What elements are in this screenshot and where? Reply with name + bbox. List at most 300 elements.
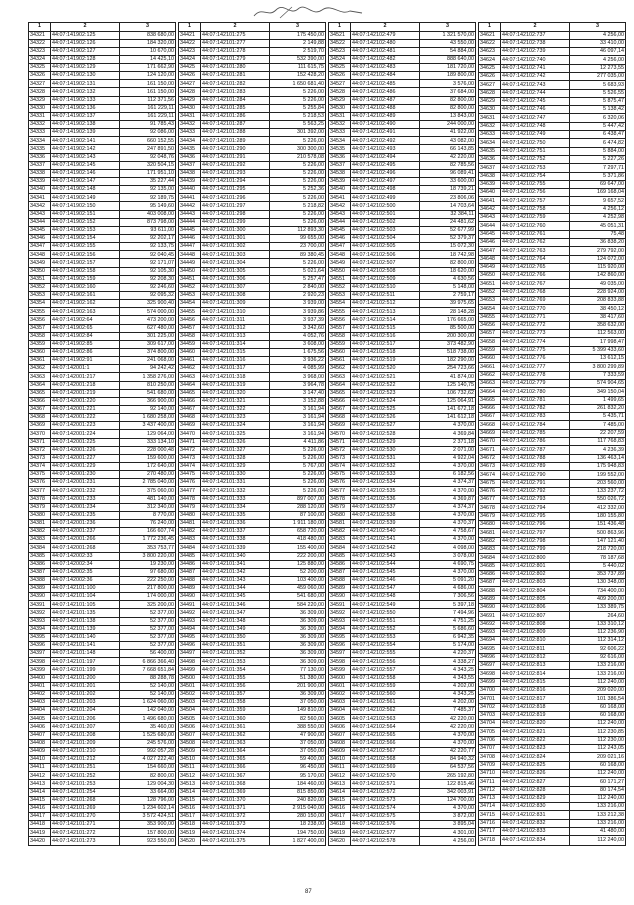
table-row [479, 230, 626, 238]
cadastral-number: 44:07:142102:759 [501, 214, 570, 222]
row-number: 34362 [29, 365, 51, 373]
value: 627 480,00 [120, 324, 176, 332]
row-number: 34426 [179, 72, 201, 80]
table-row [179, 96, 326, 104]
table-row [329, 414, 476, 422]
row-number: 34389 [29, 585, 51, 593]
table-block-1 [28, 22, 176, 846]
row-number: 34381 [29, 519, 51, 527]
value: 5 148,00 [420, 283, 476, 291]
cadastral-number: 44:07:142101:361 [201, 723, 270, 731]
cadastral-number: 44:07:142101:359 [201, 707, 270, 715]
page-number: 87 [305, 889, 312, 895]
cadastral-number: 44:07:142001:237 [51, 528, 120, 536]
cadastral-number: 44:07:142102:748 [501, 122, 570, 130]
row-number: 34559 [329, 340, 351, 348]
table-block-3 [328, 22, 476, 846]
value: 349 150,04 [570, 388, 626, 396]
row-number: 34611 [329, 764, 351, 772]
value: 161 150,00 [120, 80, 176, 88]
table-row [29, 780, 176, 788]
cadastral-number: 44:07:142001:217 [51, 373, 120, 381]
cadastral-number: 44:07:142101:325 [201, 430, 270, 438]
cadastral-number: 44:07:142101:348 [201, 617, 270, 625]
table-row [479, 222, 626, 230]
cadastral-number: 44:07:142102:574 [351, 804, 420, 812]
cadastral-number: 44:07:141902:150 [51, 202, 120, 210]
value: 7 485,37 [420, 707, 476, 715]
cadastral-number: 44:07:142102:541 [351, 536, 420, 544]
table-row [179, 642, 326, 650]
value: 49 035,00 [570, 280, 626, 288]
value: 92 048,76 [120, 153, 176, 161]
row-number: 34476 [179, 479, 201, 487]
row-number: 34646 [479, 238, 501, 246]
cadastral-number: 44:07:142102:760 [501, 222, 570, 230]
table-row [329, 454, 476, 462]
table-row [29, 121, 176, 129]
value: 112 314,12 [570, 637, 626, 645]
cadastral-number: 44:07:142101:139 [51, 625, 120, 633]
table-row [329, 609, 476, 617]
cadastral-number: 44:07:142102:494 [351, 153, 420, 161]
table-row [179, 145, 326, 153]
value: 325 900,40 [120, 300, 176, 308]
cadastral-number: 44:07:142102:765 [501, 263, 570, 271]
row-number: 34438 [179, 169, 201, 177]
value: 112 371,56 [120, 96, 176, 104]
row-number: 34699 [479, 678, 501, 686]
row-number: 34436 [179, 153, 201, 161]
row-number: 34705 [479, 728, 501, 736]
value: 366 900,00 [120, 397, 176, 405]
table-row [179, 72, 326, 80]
value: 97 680,00 [120, 568, 176, 576]
value: 4 370,00 [420, 804, 476, 812]
cadastral-number: 44:07:142102:569 [351, 764, 420, 772]
table-row [179, 699, 326, 707]
row-number: 34341 [29, 194, 51, 202]
row-number: 34588 [329, 576, 351, 584]
cadastral-number: 44:07:142101:329 [201, 462, 270, 470]
value: 3 078,00 [420, 552, 476, 560]
table-row [329, 576, 476, 584]
cadastral-number: 44:07:142101:309 [201, 300, 270, 308]
cadastral-number: 44:07:142102:551 [351, 617, 420, 625]
table-row [329, 397, 476, 405]
table-row [479, 81, 626, 89]
value: 92 246,60 [120, 283, 176, 291]
row-number: 34631 [479, 114, 501, 122]
cadastral-number: 44:07:142102:764 [501, 255, 570, 263]
value: 3 936,22 [270, 357, 326, 365]
table-row [179, 153, 326, 161]
cadastral-number: 44:07:142102:778 [501, 371, 570, 379]
value: 129 064,00 [120, 430, 176, 438]
row-number: 34674 [479, 471, 501, 479]
table-row [479, 404, 626, 412]
table-row [29, 235, 176, 243]
table-row [329, 381, 476, 389]
row-number: 34450 [179, 267, 201, 275]
table-row [179, 674, 326, 682]
table-row [179, 218, 326, 226]
cadastral-number: 44:07:142102:746 [501, 106, 570, 114]
cadastral-number: 44:07:142102:738 [501, 39, 570, 47]
value: 23 806,06 [420, 194, 476, 202]
row-number: 34579 [329, 503, 351, 511]
table-row [479, 338, 626, 346]
row-number: 34387 [29, 568, 51, 576]
row-number: 34578 [329, 495, 351, 503]
cadastral-number: 44:07:142102:756 [501, 189, 570, 197]
table-row [479, 678, 626, 686]
value: 51 380,00 [270, 674, 326, 682]
column-header: 2 [201, 23, 270, 32]
row-number: 34577 [329, 487, 351, 495]
table-row [179, 292, 326, 300]
table-row [479, 288, 626, 296]
value: 5 226,00 [270, 96, 326, 104]
row-number: 34441 [179, 194, 201, 202]
cadastral-number: 44:07:142102:535 [351, 487, 420, 495]
cadastral-number: 44:07:142102:550 [351, 609, 420, 617]
row-number: 34519 [179, 829, 201, 837]
cadastral-number: 44:07:142101:351 [201, 642, 270, 650]
table-row [329, 153, 476, 161]
row-number: 34412 [29, 772, 51, 780]
value: 77 130,00 [270, 666, 326, 674]
value: 115 920,00 [570, 263, 626, 271]
table-row [479, 122, 626, 130]
row-number: 34393 [29, 617, 51, 625]
cadastral-number: 44:07:142102:553 [351, 633, 420, 641]
cadastral-number: 44:07:142001:219 [51, 389, 120, 397]
table-row [29, 593, 176, 601]
value: 584 220,00 [270, 601, 326, 609]
table-block-4 [478, 22, 626, 846]
table-row [29, 129, 176, 137]
row-number: 34642 [479, 205, 501, 213]
row-number: 34378 [29, 495, 51, 503]
row-number: 34371 [29, 438, 51, 446]
row-number: 34498 [179, 658, 201, 666]
cadastral-number: 44:07:142102:762 [501, 238, 570, 246]
value: 112 240,00 [570, 769, 626, 777]
row-number: 34633 [479, 131, 501, 139]
row-number: 34425 [179, 64, 201, 72]
row-number: 34423 [179, 47, 201, 55]
row-number: 34439 [179, 178, 201, 186]
cadastral-number: 44:07:142102:557 [351, 666, 420, 674]
table-row [29, 316, 176, 324]
value: 10 670,00 [120, 47, 176, 55]
table-row [179, 430, 326, 438]
table-row [29, 454, 176, 462]
row-number: 34372 [29, 446, 51, 454]
cadastral-number: 44:07:142101:355 [201, 674, 270, 682]
value: 5 226,00 [270, 446, 326, 454]
row-number: 34400 [29, 674, 51, 682]
cadastral-number: 44:07:142101:100 [51, 585, 120, 593]
cadastral-number: 44:07:142102:565 [351, 731, 420, 739]
table-row [479, 155, 626, 163]
row-number: 34604 [329, 707, 351, 715]
table-row [479, 189, 626, 197]
value: 94 242,42 [120, 365, 176, 373]
cadastral-number: 44:07:142102:495 [351, 161, 420, 169]
value: 8 770,00 [120, 511, 176, 519]
row-number: 34333 [29, 129, 51, 137]
row-number: 34698 [479, 670, 501, 678]
cadastral-number: 44:07:142101:292 [201, 161, 270, 169]
cadastral-number: 44:07:142102:749 [501, 131, 570, 139]
value: 200 300,00 [420, 332, 476, 340]
value: 1 827 400,00 [270, 837, 326, 845]
cadastral-number: 44:07:141902:85 [51, 340, 120, 348]
cadastral-number: 44:07:142101:278 [201, 47, 270, 55]
value: 80 174,54 [570, 786, 626, 794]
table-row [329, 821, 476, 829]
table-row [329, 772, 476, 780]
value: 3 939,00 [270, 300, 326, 308]
cadastral-number: 44:07:142102:561 [351, 699, 420, 707]
cadastral-number: 44:07:142102:737 [501, 31, 570, 39]
value: 52 200,00 [270, 568, 326, 576]
value: 4 098,00 [420, 544, 476, 552]
row-number: 34406 [29, 723, 51, 731]
row-number: 34346 [29, 235, 51, 243]
value: 5 218,53 [270, 112, 326, 120]
value: 159 600,00 [120, 454, 176, 462]
row-number: 34620 [329, 837, 351, 845]
table-row [29, 251, 176, 259]
cadastral-number: 44:07:142102:567 [351, 747, 420, 755]
cadastral-number: 44:07:142102:533 [351, 471, 420, 479]
cadastral-number: 44:07:142102:498 [351, 186, 420, 194]
value: 36 309,00 [270, 609, 326, 617]
row-number: 34420 [29, 837, 51, 845]
row-number: 34703 [479, 711, 501, 719]
value: 4 370,00 [420, 739, 476, 747]
row-number: 34612 [329, 772, 351, 780]
value: 309 617,00 [120, 340, 176, 348]
cadastral-number: 44:07:141902:147 [51, 178, 120, 186]
cadastral-number: 44:07:142102:501 [351, 210, 420, 218]
cadastral-number: 44:07:142102:572 [351, 788, 420, 796]
table-row [479, 305, 626, 313]
table-row [179, 121, 326, 129]
row-number: 34334 [29, 137, 51, 145]
value: 4 252,98 [570, 214, 626, 222]
cadastral-number: 44:07:142102:526 [351, 414, 420, 422]
row-number: 34392 [29, 609, 51, 617]
cadastral-number: 44:07:142102:785 [501, 429, 570, 437]
table-row [479, 479, 626, 487]
value: 112 243,05 [570, 745, 626, 753]
cadastral-number: 44:07:142102:800 [501, 554, 570, 562]
table-row [329, 462, 476, 470]
row-number: 34452 [179, 283, 201, 291]
row-number: 34536 [329, 153, 351, 161]
row-number: 34343 [29, 210, 51, 218]
row-number: 34641 [479, 197, 501, 205]
value: 6 320,06 [570, 114, 626, 122]
value: 136 463,14 [570, 454, 626, 462]
table-row [479, 695, 626, 703]
row-number: 34649 [479, 263, 501, 271]
cadastral-number: 44:07:142102:750 [501, 139, 570, 147]
value: 5 091,20 [420, 576, 476, 584]
table-row [479, 811, 626, 819]
cadastral-number: 44:07:142102:812 [501, 653, 570, 661]
value: 261 832,20 [570, 404, 626, 412]
row-number: 34686 [479, 570, 501, 578]
value: 5 226,00 [270, 178, 326, 186]
row-number: 34636 [479, 155, 501, 163]
table-row [329, 186, 476, 194]
value: 209 020,00 [570, 686, 626, 694]
value: 189 800,00 [420, 72, 476, 80]
cadastral-number: 44:07:142001:229 [51, 462, 120, 470]
value: 280 150,00 [270, 813, 326, 821]
table-row [329, 528, 476, 536]
cadastral-number: 44:07:142101:281 [201, 72, 270, 80]
cadastral-number: 44:07:142102:481 [351, 47, 420, 55]
value: 481 140,00 [120, 495, 176, 503]
value: 4 411,86 [270, 438, 326, 446]
row-number: 34695 [479, 645, 501, 653]
value: 5 435,71 [570, 413, 626, 421]
column-header: 1 [329, 23, 351, 32]
cadastral-number: 44:07:142101:272 [51, 829, 120, 837]
row-number: 34352 [29, 283, 51, 291]
value: 1 680 258,00 [120, 414, 176, 422]
row-number: 34626 [479, 72, 501, 80]
table-row [479, 72, 626, 80]
table-row [179, 169, 326, 177]
value: 4 374,37 [420, 503, 476, 511]
value: 228 924,00 [570, 288, 626, 296]
table-row [179, 739, 326, 747]
table-row [29, 300, 176, 308]
value: 6 942,35 [420, 633, 476, 641]
table-row [29, 544, 176, 552]
value: 194 750,00 [270, 829, 326, 837]
table-row [329, 519, 476, 527]
table-row [179, 267, 326, 275]
table-row [29, 194, 176, 202]
table-row [479, 321, 626, 329]
cadastral-number: 44:07:141902:84 [51, 332, 120, 340]
row-number: 34608 [329, 739, 351, 747]
row-number: 34625 [479, 64, 501, 72]
table-row [29, 31, 176, 39]
cadastral-number: 44:07:142102:779 [501, 379, 570, 387]
table-row [179, 178, 326, 186]
row-number: 34566 [329, 397, 351, 405]
cadastral-number: 44:07:142102:758 [501, 205, 570, 213]
table-row [179, 731, 326, 739]
cadastral-number: 44:07:142102:834 [501, 836, 570, 845]
value: 52 140,00 [120, 690, 176, 698]
table-row [179, 788, 326, 796]
row-number: 34385 [29, 552, 51, 560]
table-row [329, 560, 476, 568]
table-row [479, 131, 626, 139]
cadastral-number: 44:07:141902:162 [51, 300, 120, 308]
row-number: 34610 [329, 756, 351, 764]
table-row [479, 454, 626, 462]
row-number: 34508 [179, 739, 201, 747]
cadastral-number: 44:07:142101:268 [51, 796, 120, 804]
table-row [29, 283, 176, 291]
row-number: 34638 [479, 172, 501, 180]
row-number: 34466 [179, 397, 201, 405]
table-row [329, 511, 476, 519]
row-number: 34528 [329, 88, 351, 96]
table-row [329, 55, 476, 63]
table-row [179, 837, 326, 845]
row-number: 34614 [329, 788, 351, 796]
cadastral-number: 44:07:142001:236 [51, 519, 120, 527]
value: 403 008,00 [120, 210, 176, 218]
cadastral-number: 44:07:142101:207 [51, 723, 120, 731]
cadastral-number: 44:07:142101:294 [201, 178, 270, 186]
table-row [329, 674, 476, 682]
row-number: 34549 [329, 259, 351, 267]
value: 142 860,00 [570, 272, 626, 280]
cadastral-number: 44:07:142101:369 [201, 788, 270, 796]
cadastral-number: 44:07:142102:740 [501, 56, 570, 64]
cadastral-number: 44:07:142101:366 [201, 764, 270, 772]
table-row [29, 487, 176, 495]
value: 112 240,00 [570, 720, 626, 728]
table-row [179, 397, 326, 405]
value: 1 772 236,45 [120, 536, 176, 544]
cadastral-number: 44:07:142102:556 [351, 658, 420, 666]
value: 518 738,00 [420, 348, 476, 356]
cadastral-number: 44:07:142101:324 [201, 422, 270, 430]
cadastral-number: 44:07:142101:252 [51, 772, 120, 780]
table-row [179, 707, 326, 715]
cadastral-number: 44:07:142102:745 [501, 97, 570, 105]
table-row [179, 804, 326, 812]
row-number: 34379 [29, 503, 51, 511]
value: 375 060,00 [120, 487, 176, 495]
cadastral-number: 44:07:141902:149 [51, 194, 120, 202]
table-row [479, 462, 626, 470]
cadastral-number: 44:07:142101:199 [51, 666, 120, 674]
table-row [329, 64, 476, 72]
table-row [29, 405, 176, 413]
row-number: 34394 [29, 625, 51, 633]
row-number: 34503 [179, 699, 201, 707]
row-number: 34667 [479, 413, 501, 421]
row-number: 34502 [179, 690, 201, 698]
row-number: 34486 [179, 560, 201, 568]
row-number: 34328 [29, 88, 51, 96]
cadastral-number: 44:07:142002:36 [51, 576, 120, 584]
row-number: 34509 [179, 747, 201, 755]
value: 147 121,40 [570, 537, 626, 545]
value: 4 630,56 [420, 275, 476, 283]
table-row [479, 595, 626, 603]
row-number: 34364 [29, 381, 51, 389]
row-number: 34359 [29, 340, 51, 348]
cadastral-number: 44:07:142101:275 [201, 31, 270, 39]
table-row [329, 332, 476, 340]
